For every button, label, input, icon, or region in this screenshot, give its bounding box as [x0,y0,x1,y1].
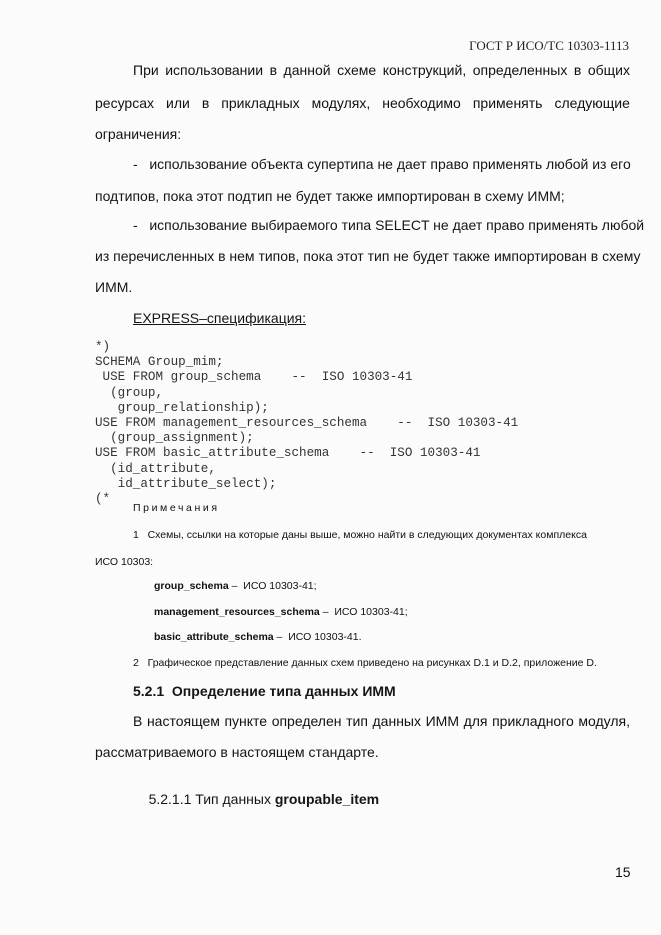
note-ref-basic-attribute-schema [154,631,362,643]
bullet-2-line-2: из перечисленных в нем типов, пока этот тип не будет также импортирован в схему [95,248,641,264]
word: необходимо [382,95,461,111]
notes-title: Примечания [133,502,220,514]
word: ИММ [425,713,459,729]
word: общих [587,62,630,78]
note-ref-group-schema [154,580,317,592]
word: применять [472,95,543,111]
note-1-line-2: ИСО 10303: [95,556,154,568]
word: определен [271,713,342,729]
word: или [166,95,190,111]
word: модулях, [311,95,371,111]
bullet-2-line-3: ИММ. [95,279,133,295]
section-5-2-1-paragraph-line-2: рассматриваемого в настоящем стандарте. [95,744,379,760]
express-code-block [95,340,518,507]
word: ресурсах [95,95,154,111]
word: тип [346,713,368,729]
word: использовании [165,62,264,78]
word: определенных [472,62,568,78]
code-line: *) [95,340,111,354]
code-line: USE FROM management_resources_schema -- ISO 10303-41 [95,416,519,431]
intro-paragraph-line-3: ограничения: [95,126,182,142]
note-2: 2 Графическое представление данных схем приведено на рисунках D.1 и D.2, приложение D. [133,657,597,669]
express-heading: EXPRESS–спецификация: [133,310,306,326]
word: конструкций, [382,62,467,78]
word: При [133,62,159,78]
word: в [573,62,582,78]
ref-schema-name: group_schema [154,580,229,592]
subheading-type-name: groupable_item [274,791,380,807]
section-5-2-1-1-heading [133,775,379,823]
page-number: 15 [615,864,631,880]
word: следующие [554,95,630,111]
code-line: group_relationship); [95,400,269,415]
code-line: SCHEMA Group_mim; [95,355,224,370]
note-ref-management-resources-schema [154,606,408,618]
word: данных [372,713,421,729]
intro-paragraph-line-1 [133,62,630,78]
code-line: (group, [95,385,164,400]
word: для [463,713,488,729]
code-line: USE FROM basic_attribute_schema -- ISO 10303-41 [95,446,481,461]
word: схеме [337,62,377,78]
code-line: USE FROM group_schema -- ISO 10303-41 [95,370,413,385]
word: прикладного [492,713,574,729]
note-1-line-1: 1 Схемы, ссылки на которые даны выше, можно найти в следующих документах комплекса [133,529,587,541]
ref-schema-name: management_resources_schema [154,606,320,618]
ref-schema-name: basic_attribute_schema [154,631,274,643]
code-line: (id_attribute, [95,461,216,476]
section-5-2-1-paragraph-line-1 [133,713,630,729]
bullet-2-line-1: - использование выбираемого типа SELECT не дает право применять любой [133,217,645,233]
word: В [133,713,143,729]
word: пункте [224,713,268,729]
code-line: (* [95,492,111,507]
ref-standard: – ИСО 10303-41. [273,631,362,643]
bullet-1-line-1: - использование объекта супертипа не дает право применять любой из его [133,156,631,172]
word: в [201,95,210,111]
section-5-2-1-heading: 5.2.1 Определение типа данных ИММ [133,683,396,699]
code-line: (group_assignment); [95,431,254,446]
subheading-prefix: 5.2.1.1 Тип данных [148,791,275,807]
word: в [269,62,278,78]
word: прикладных [221,95,300,111]
ref-standard: – ИСО 10303-41; [228,580,317,592]
code-line: id_attribute_select); [95,476,277,491]
word: модуля, [578,713,630,729]
document-header: ГОСТ Р ИСО/ТС 10303-1113 [469,38,629,53]
ref-standard: – ИСО 10303-41; [319,606,408,618]
intro-paragraph-line-2 [95,95,630,111]
bullet-1-line-2: подтипов, пока этот подтип не будет также импортирован в схему ИММ; [95,188,565,204]
word: настоящем [146,713,220,729]
word: данной [283,62,331,78]
